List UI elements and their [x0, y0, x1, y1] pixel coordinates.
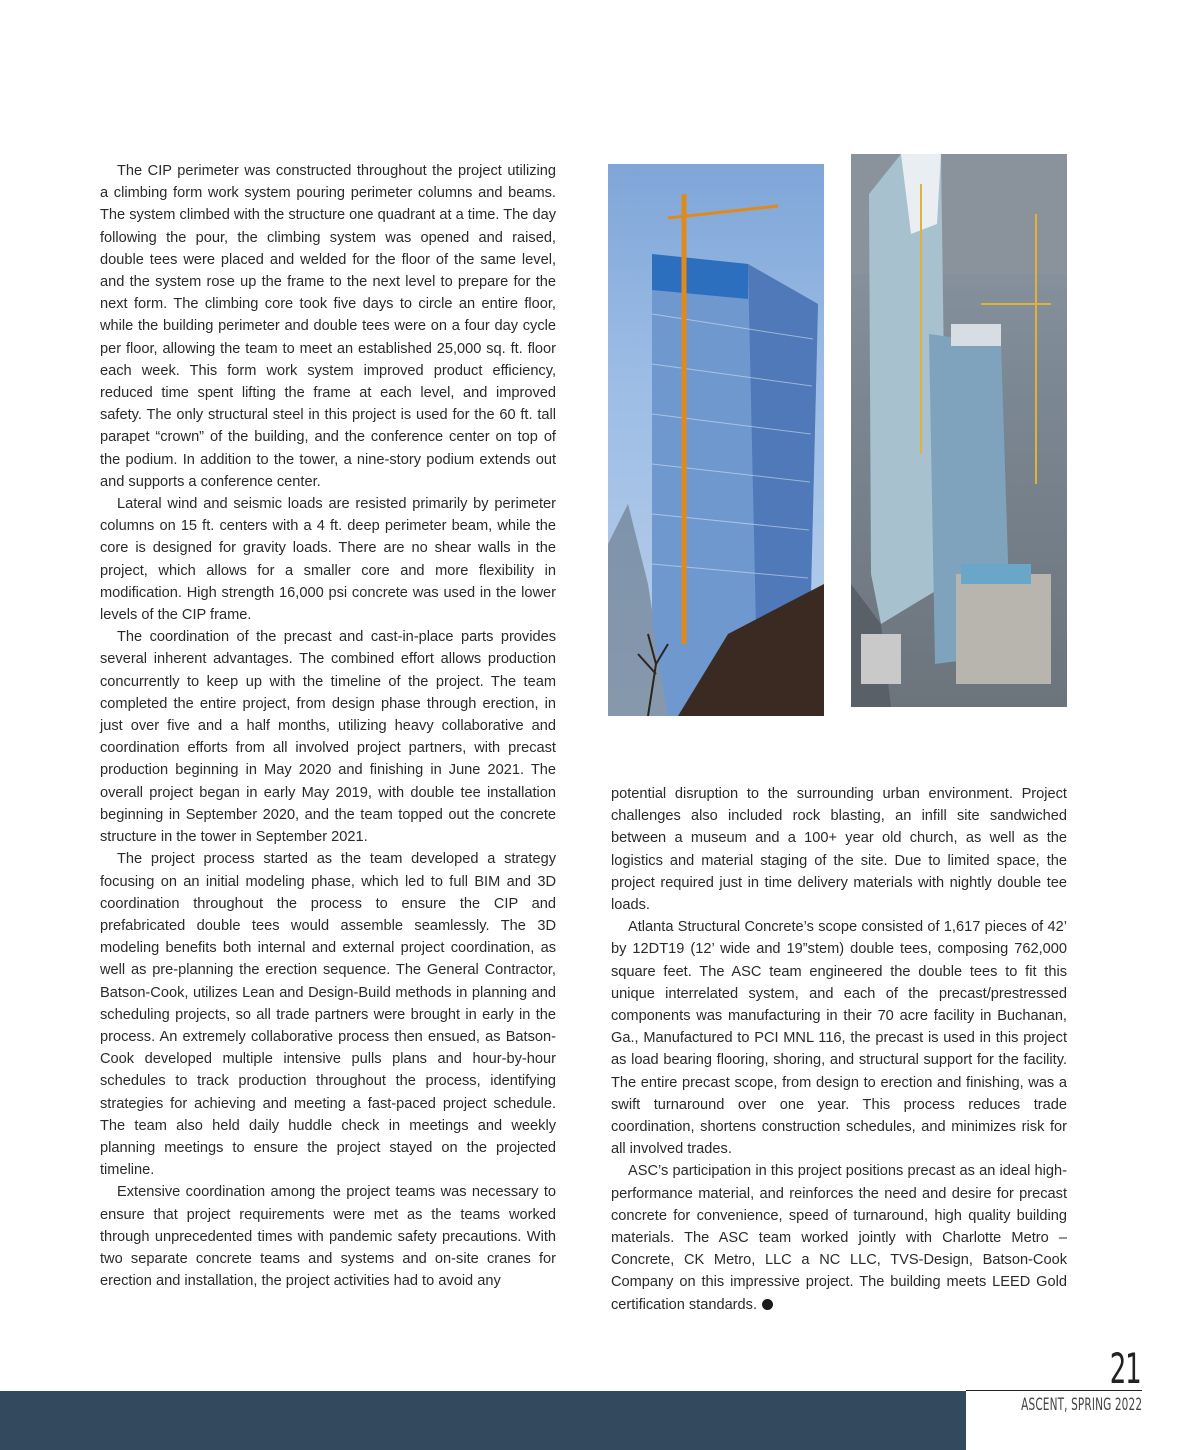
page-number: 21 — [1109, 1344, 1140, 1393]
paragraph: The project process started as the team developed a strategy focusing on an initial modeling phase, which led to full BIM and 3D coordination throughout the process to ensure the CIP and prefabricated double tees would assemble seamlessly. The 3D modeling benefits both internal and external project coordination, as well as pre-planning the erection sequence. The General Contractor, Batson-Cook, utilizes Lean and Design-Build methods in planning and scheduling projects, so all trade partners were brought in early in the process. An extremely collaborative process then ensued, as Batson-Cook developed multiple intensive pulls plans and hour-by-hour schedules to track production throughout the process, identifying strategies for achieving and meeting a fast-paced project schedule. The team also held daily huddle check in meetings and weekly planning meetings to ensure the project stayed on the projected timeline. — [100, 851, 556, 1179]
article-column-left — [100, 160, 556, 1292]
photo-tower-aerial-view — [851, 154, 1067, 707]
end-of-article-icon — [762, 1299, 773, 1310]
paragraph-final — [611, 1160, 1067, 1315]
article-column-right — [611, 783, 1067, 1316]
paragraph: Extensive coordination among the project teams was necessary to ensure that project requirements were met as the teams worked through unprecedented times with pandemic safety precautions. With two separate concrete teams and systems and on-site cranes for erection and installation, the project activities had to avoid any — [100, 1184, 556, 1290]
footer-band — [0, 1391, 966, 1450]
paragraph-final-text: ASC’s participation in this project positions precast as an ideal high-performance material, and reinforces the need and desire for precast concrete for convenience, speed of turnaround, high quality building materials. The ASC team worked jointly with Charlotte Metro – Concrete, CK Metro, LLC a NC LLC, TVS-Design, Batson-Cook Company on this impressive project. The building meets LEED Gold certification standards. — [611, 1163, 1067, 1313]
photo-tower-under-construction — [608, 164, 824, 716]
paragraph: Atlanta Structural Concrete’s scope consisted of 1,617 pieces of 42’ by 12DT19 (12’ wide and 19”stem) double tees, composing 762,000 square feet. The ASC team engineered the double tees to fit this unique interrelated system, and each of the precast/prestressed components was manufacturing in their 70 acre facility in Buchanan, Ga., Manufactured to PCI MNL 116, the precast is used in this project as load bearing flooring, shoring, and structural support for the facility. The entire precast scope, from design to erection and finishing, was a swift turnaround over one year. This process reduces trade coordination, shortens construction schedules, and minimizes risk for all involved trades. — [611, 919, 1067, 1158]
issue-label: ASCENT, SPRING 2022 — [1020, 1395, 1142, 1415]
paragraph: potential disruption to the surrounding urban environment. Project challenges also included rock blasting, an infill site sandwiched between a museum and a 100+ year old church, as well as the logistics and material staging of the site. Due to limited space, the project required just in time delivery materials with nightly double tee loads. — [611, 786, 1067, 914]
paragraph: The coordination of the precast and cast-in-place parts provides several inherent advantages. The combined effort allows production concurrently to keep up with the timeline of the project. The team completed the entire project, from design phase through erection, in just over five and a half months, utilizing heavy collaborative and coordination efforts from all involved project partners, with precast production beginning in May 2020 and finishing in June 2021. The overall project began in early May 2019, with double tee installation beginning in September 2020, and the team topped out the concrete structure in the tower in September 2021. — [100, 629, 556, 846]
paragraph: The CIP perimeter was constructed throughout the project utilizing a climbing form work system pouring perimeter columns and beams. The system climbed with the structure one quadrant at a time. The day following the pour, the climbing system was opened and raised, double tees were placed and welded for the floor of the same level, and the system rose up the frame to the next level to prepare for the next form. The climbing core took five days to circle an entire floor, while the building perimeter and double tees were on a four day cycle per floor, allowing the team to meet an established 25,000 sq. ft. floor each week. This form work system improved product efficiency, reduced time spent lifting the frame at each level, and improved safety. The only structural steel in this project is used for the 60 ft. tall parapet “crown” of the building, and the conference center on top of the podium. In addition to the tower, a nine-story podium extends out and supports a conference center. — [100, 163, 556, 490]
paragraph: Lateral wind and seismic loads are resisted primarily by perimeter columns on 15 ft. centers with a 4 ft. deep perimeter beam, while the core is designed for gravity loads. There are no shear walls in the project, which allows for a smaller core and more flexibility in modification. High strength 16,000 psi concrete was used in the lower levels of the CIP frame. — [100, 496, 556, 624]
